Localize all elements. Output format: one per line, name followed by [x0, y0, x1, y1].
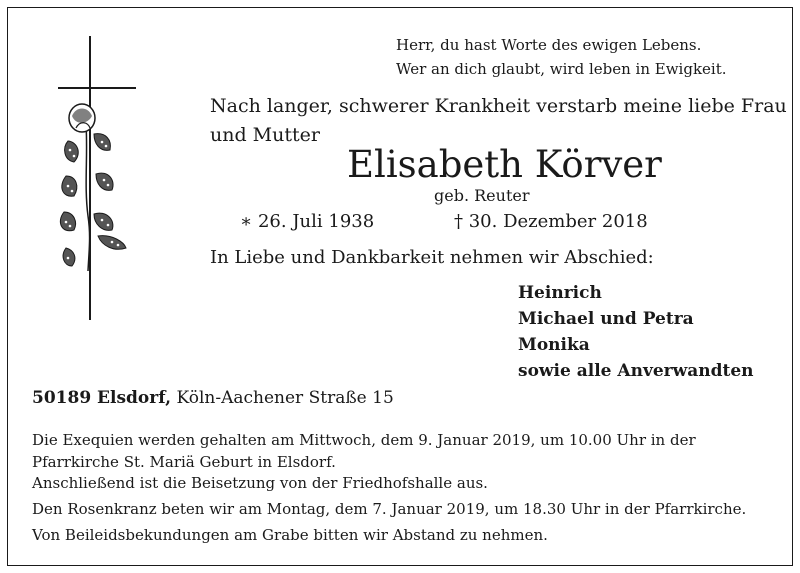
details-line-4: Den Rosenkranz beten wir am Montag, dem 7. Januar 2019, um 18.30 Uhr in der Pfarrkirche. [32, 500, 747, 518]
mourner-4: sowie alle Anverwandten [518, 361, 754, 381]
psalm-line-2: Wer an dich glaubt, wird leben in Ewigkeit. [396, 60, 727, 78]
deceased-name: Elisabeth Körver [347, 143, 662, 186]
details-line-5: Von Beileidsbekundungen am Grabe bitten wir Abstand zu nehmen. [32, 526, 548, 544]
birth-date-value: 26. Juli 1938 [257, 211, 375, 232]
cross-with-rose-icon [58, 36, 138, 321]
address-city: 50189 Elsdorf, [32, 388, 172, 408]
address-street: Köln-Aachener Straße 15 [176, 388, 394, 408]
details-line-2: Pfarrkirche St. Mariä Geburt in Elsdorf. [32, 453, 336, 471]
details-line-3: Anschließend ist die Beisetzung von der Friedhofshalle aus. [32, 474, 488, 492]
intro-line-1: Nach langer, schwerer Krankheit verstarb meine liebe Frau [210, 95, 787, 117]
address [32, 388, 394, 408]
birth-date [240, 211, 374, 232]
farewell-text: In Liebe und Dankbarkeit nehmen wir Abschied: [210, 247, 654, 268]
mourner-1: Heinrich [518, 283, 602, 303]
details-line-1: Die Exequien werden gehalten am Mittwoch, dem 9. Januar 2019, um 10.00 Uhr in der [32, 431, 696, 449]
mourner-3: Monika [518, 335, 590, 355]
psalm-line-1: Herr, du hast Worte des ewigen Lebens. [396, 36, 702, 54]
mourner-2: Michael und Petra [518, 309, 694, 329]
birth-name: geb. Reuter [434, 186, 530, 205]
death-date [454, 211, 648, 232]
died-symbol-icon: † [454, 211, 463, 232]
born-symbol-icon: ∗ [240, 211, 253, 232]
death-date-value: 30. Dezember 2018 [468, 211, 648, 232]
intro-line-2: und Mutter [210, 124, 320, 146]
